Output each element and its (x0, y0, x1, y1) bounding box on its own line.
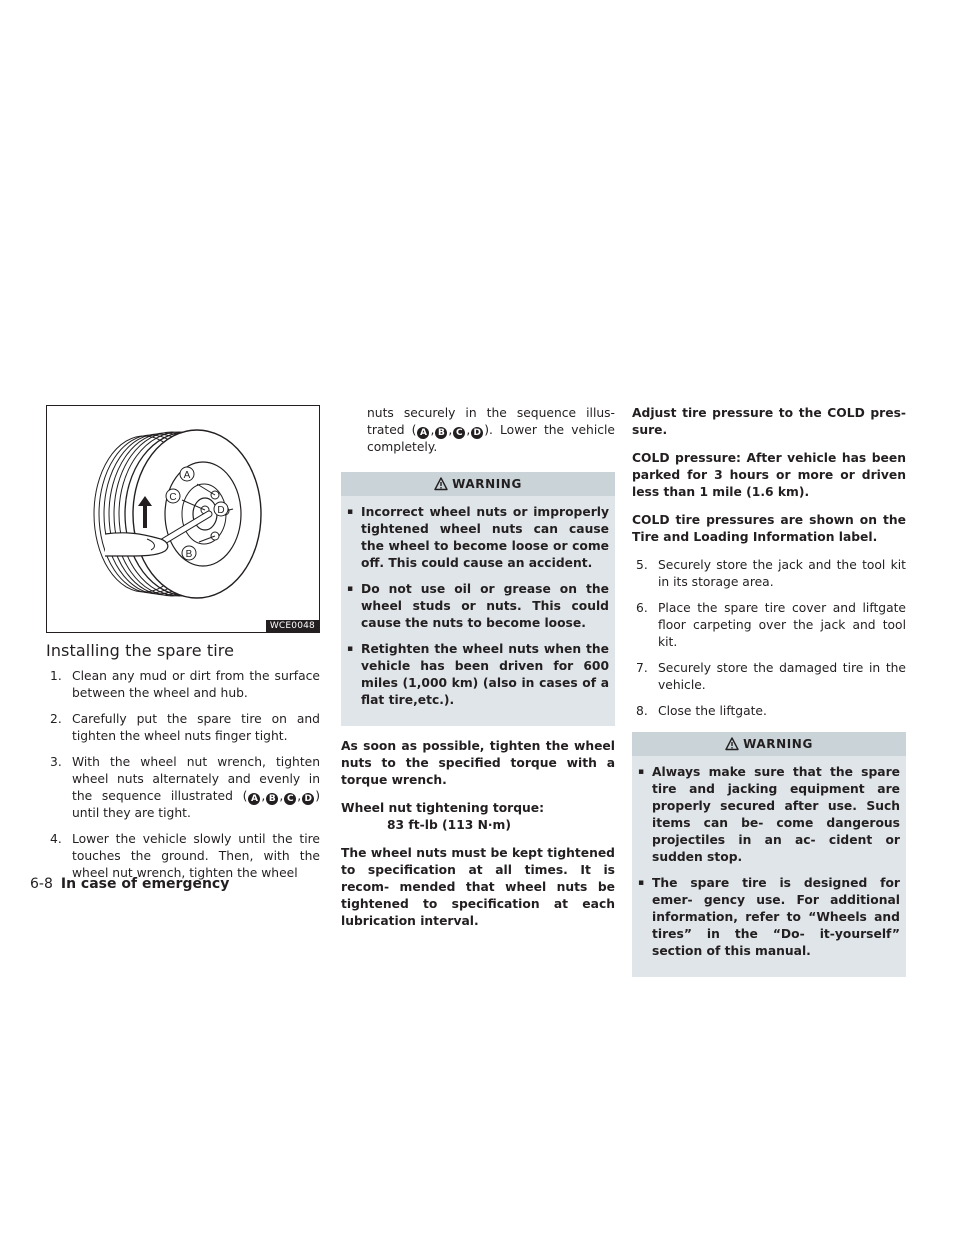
warning-item: ▪ Retighten the wheel nuts when the vehicle has been driven for 600 miles (1,000 km) (also in cases of a flat tire,etc.). (347, 641, 609, 709)
warning-title: WARNING (743, 737, 813, 751)
circled-a-icon: A (417, 427, 429, 439)
warning-header (341, 472, 615, 496)
cold-pressure-label-note: COLD tire pressures are shown on the Tire and Loading Information label. (632, 513, 906, 544)
spare-tire-drawing (47, 406, 319, 632)
circled-c-icon: C (284, 793, 296, 805)
step-2: 2. Carefully put the spare tire on and tighten the wheel nuts finger tight. (50, 712, 320, 743)
warning-title: WARNING (452, 477, 522, 491)
page-footer (30, 876, 229, 892)
warning-box-1 (341, 472, 615, 726)
circled-d-icon: D (471, 427, 483, 439)
label-c: C (169, 492, 177, 503)
torque-value: 83 ft-lb (113 N·m) (387, 818, 511, 832)
section-title: Installing the spare tire (46, 641, 235, 660)
circled-c-icon: C (453, 427, 465, 439)
torque-instruction: As soon as possible, tighten the wheel nuts to the specified torque with a torque wrench. (341, 739, 615, 787)
circled-a-icon: A (248, 793, 260, 805)
step-4: 4. Lower the vehicle slowly until the tire touches the ground. Then, with the wheel nut wrench, tighten the wheel (50, 832, 320, 880)
column-3 (632, 405, 906, 989)
column-2 (341, 405, 615, 941)
warning-icon (725, 737, 739, 751)
warning-item: ▪ Do not use oil or grease on the wheel studs or nuts. This could cause the nuts to become loose. (347, 581, 609, 632)
steps-list-continued (632, 557, 906, 720)
warning-box-2 (632, 732, 906, 977)
step-5: 5. Securely store the jack and the tool kit in its storage area. (636, 558, 906, 589)
circled-d-icon: D (302, 793, 314, 805)
chapter-title: In case of emergency (60, 876, 230, 892)
step-7: 7. Securely store the damaged tire in the vehicle. (636, 661, 906, 692)
label-d: D (217, 505, 225, 516)
label-a: A (183, 470, 191, 481)
warning-list (341, 496, 615, 709)
page-number: 6-8 (30, 876, 53, 892)
warning-header (632, 732, 906, 756)
torque-label: Wheel nut tightening torque: (341, 801, 545, 815)
column-1 (46, 405, 320, 891)
steps-list (46, 668, 320, 882)
cold-pressure-instruction: Adjust tire pressure to the COLD pres- sure. (632, 406, 906, 437)
warning-item: ▪ Always make sure that the spare tire and jacking equipment are properly secured after use. Such items can be- come dangerous projectiles in an ac- cident or sudden stop. (638, 764, 900, 866)
circled-b-icon: B (266, 793, 278, 805)
cold-pressure-definition: COLD pressure: After vehicle has been parked for 3 hours or more or driven less than 1 mile (1.6 km). (632, 451, 906, 499)
warning-icon (434, 477, 448, 491)
figure-code: WCE0048 (266, 620, 319, 632)
step-1: 1. Clean any mud or dirt from the surface between the wheel and hub. (50, 669, 320, 700)
torque-note: The wheel nuts must be kept tightened to specification at all times. It is recom- mended that wheel nuts be tightened to specification at each lubrication interval. (341, 846, 615, 928)
warning-list (632, 756, 906, 960)
tire-illustration (46, 405, 320, 633)
step-6: 6. Place the spare tire cover and liftgate floor carpeting over the jack and tool kit. (636, 601, 906, 649)
circled-b-icon: B (435, 427, 447, 439)
label-b: B (185, 549, 193, 560)
step-4-continued: nuts securely in the sequence illus- trated ( A , B , C , D ). Lower the vehicle completely. (367, 406, 615, 454)
step-8: 8. Close the liftgate. (636, 704, 767, 718)
warning-item: ▪ The spare tire is designed for emer- gency use. For additional information, refer to “Wheels and tires” in the “Do- it-yourself” section of this manual. (638, 875, 900, 960)
step-3: 3. With the wheel nut wrench, tighten wheel nuts alternately and evenly in the sequence illustrated ( A , B , C , D ) until they are tight. (50, 755, 320, 820)
warning-item: ▪ Incorrect wheel nuts or improperly tightened wheel nuts can cause the wheel to become loose or come off. This could cause an accident. (347, 504, 609, 572)
